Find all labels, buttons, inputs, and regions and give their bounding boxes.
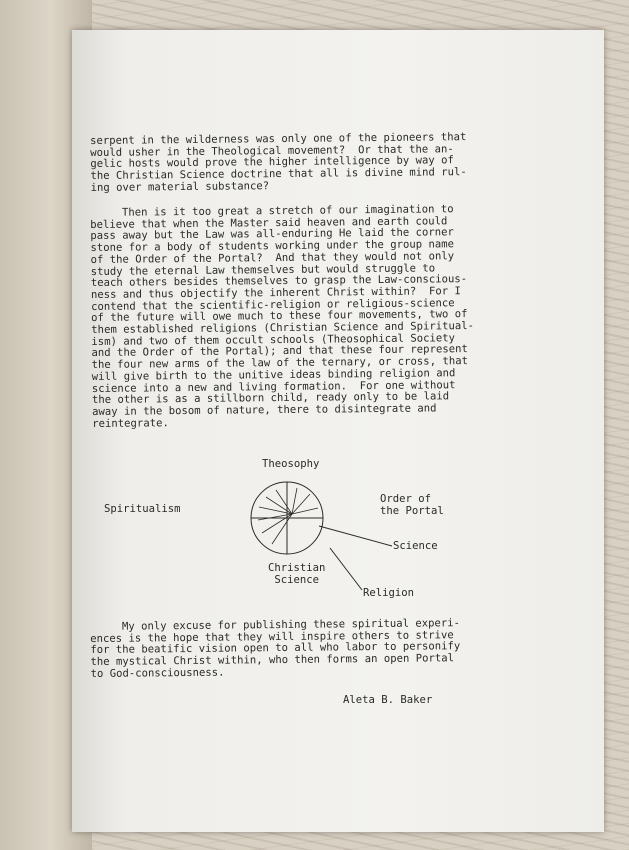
paragraph-3: My only excuse for publishing these spiritual experi- ences is the hope that they will inspire others to strive for the beatific vision open to all who labor to personify the mystical Christ within, who then forms an open Portal to God-consciousness.	[89, 617, 461, 680]
label-christian-science: Christian Science	[268, 562, 326, 586]
label-religion: Religion	[363, 587, 415, 599]
science-pointer	[319, 526, 392, 546]
religion-pointer	[330, 548, 362, 590]
paragraph-2: Then is it too great a stretch of our imagination to believe that when the Master said heaven and earth could pass away but the Law was all-enduring He laid the corner stone for a body of students working under the group name of the Order of the Portal? And that they would not only study the eternal Law themselves but would struggle to teach others besides themselves to grasp the Law-conscious- ness and thus objectify the inherent Christ within? For I contend that the scientific-religion or religious-science of the future will owe much to these four movements, two of them established religions (Christian Science and Spiritual- ism) and two of them occult schools (Theosophical Society and the Order of the Portal); and that these four represent the four new arms of the law of the ternary, or cross, that will give birth to the unitive ideas binding religion and science into a new and living formation. For one without the other is as a stillborn child, ready only to be laid away in the bosom of nature, there to disintegrate and reintegrate.	[89, 203, 475, 430]
radiating-lines	[258, 488, 318, 544]
label-order-of-the-portal: Order of the Portal	[380, 493, 444, 517]
label-science: Science	[393, 540, 438, 552]
author-signature: Aleta B. Baker	[343, 694, 433, 706]
label-spiritualism: Spiritualism	[104, 503, 181, 515]
label-theosophy: Theosophy	[262, 458, 320, 470]
paragraph-1: serpent in the wilderness was only one of the pioneers that would usher in the Theological movement? Or that the an- gelic hosts would prove the higher intelligence by way of the Christian Science doctrine that all is divine mind rul- ing over material substance?	[89, 131, 467, 194]
